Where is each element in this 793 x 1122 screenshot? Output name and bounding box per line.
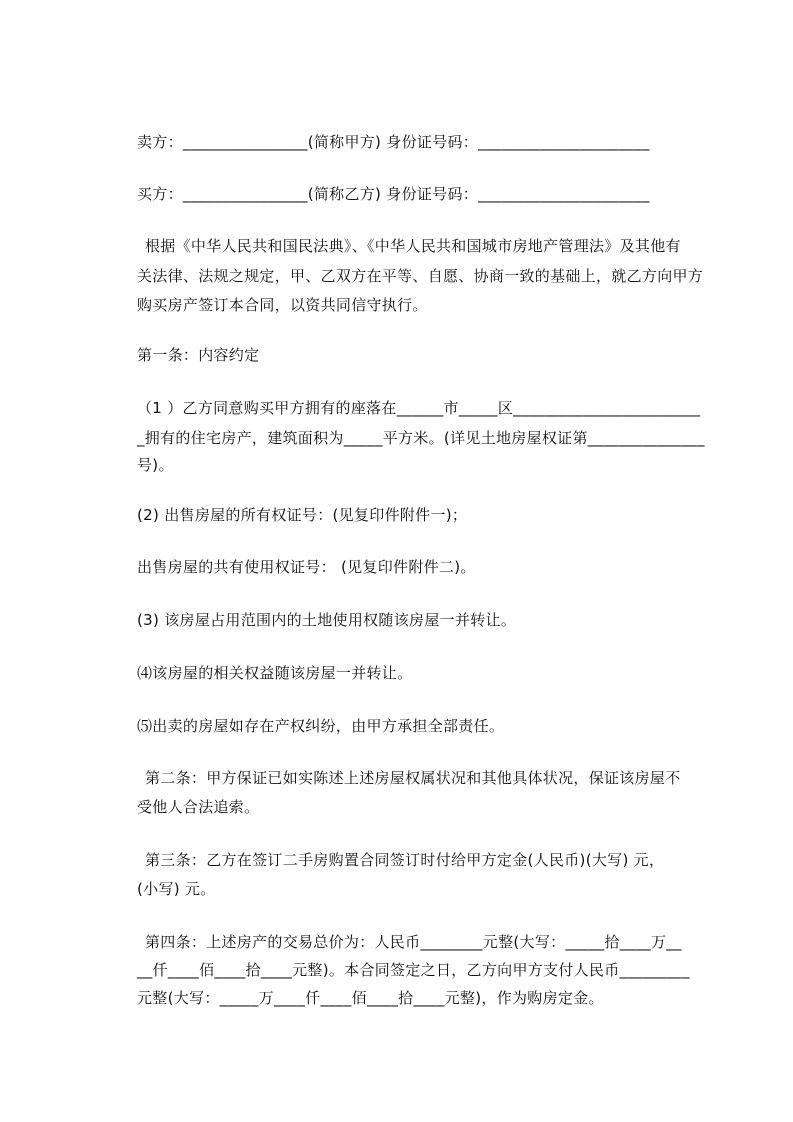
article-2-line-1: 第二条：甲方保证已如实陈述上述房屋权属状况和其他具体状况，保证该房屋不 <box>145 769 681 787</box>
item-5: ⑸出卖的房屋如存在产权纠纷，由甲方承担全部责任。 <box>137 717 505 735</box>
item-2: (2) 出售房屋的所有权证号：(见复印件附件一)； <box>137 506 468 524</box>
preamble-line-2: 关法律、法规之规定，甲、乙双方在平等、自愿、协商一致的基础上，就乙方向甲方 <box>137 267 704 285</box>
article-3-line-2: (小写) 元。 <box>137 880 216 898</box>
article-1-heading: 第一条：内容约定 <box>137 346 260 364</box>
article-4-line-2: __仟____佰____拾____元整)。本合同签定之日，乙方向甲方支付人民币_________ <box>137 961 690 979</box>
item-1-line-3: 号)。 <box>137 456 174 474</box>
article-4-line-1: 第四条：上述房产的交易总价为：人民币________元整(大写：_____拾____万__ <box>145 933 682 951</box>
item-4: ⑷该房屋的相关权益随该房屋一并转让。 <box>137 664 413 682</box>
article-2-line-2: 受他人合法追索。 <box>137 798 260 816</box>
seller-line: 卖方：________________(简称甲方) 身份证号码：______________________ <box>137 133 650 151</box>
article-4-line-3: 元整(大写：_____万____仟____佰____拾____元整)，作为购房定金。 <box>137 989 604 1007</box>
article-3-line-1: 第三条：乙方在签订二手房购置合同签订时付给甲方定金(人民币)(大写) 元， <box>145 851 665 869</box>
item-1-line-2: _拥有的住宅房产，建筑面积为_____平方米。(详见土地房屋权证第_______________ <box>137 429 705 447</box>
item-3: (3) 该房屋占用范围内的土地使用权随该房屋一并转让。 <box>137 611 517 629</box>
preamble-line-1: 根据《中华人民共和国民法典》、《中华人民共和国城市房地产管理法》及其他有 <box>145 237 681 255</box>
item-2-shared-right: 出售房屋的共有使用权证号： (见复印件附件二)。 <box>137 558 476 576</box>
preamble-line-3: 购买房产签订本合同，以资共同信守执行。 <box>137 296 428 314</box>
item-1-line-1: （1 ）乙方同意购买甲方拥有的座落在______市_____区________________________ <box>137 399 701 417</box>
buyer-line: 买方：________________(简称乙方) 身份证号码：______________________ <box>137 185 650 203</box>
